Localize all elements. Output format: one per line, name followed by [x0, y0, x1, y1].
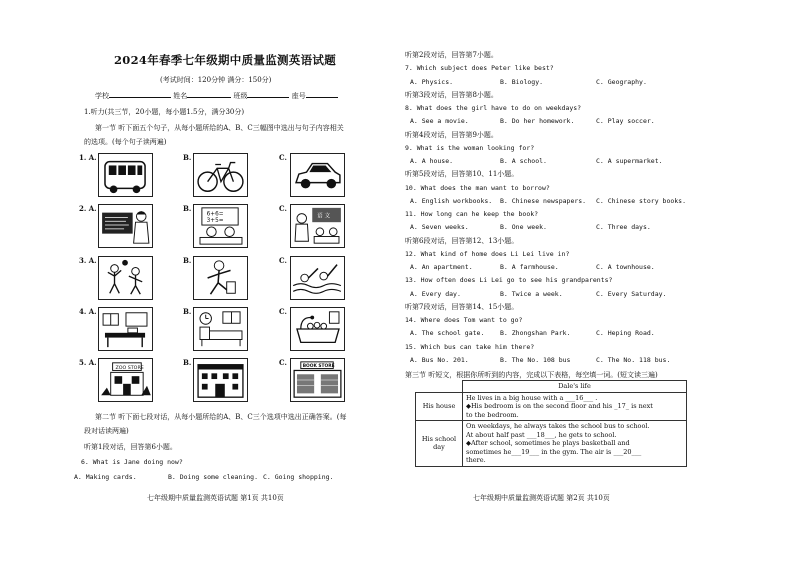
dialogue-note: 听第7段对话，回答第14、15小题。 — [405, 302, 519, 311]
board-text-1: 6+6= — [206, 211, 224, 218]
dialogue-note: 听第4段对话，回答第9小题。 — [405, 130, 498, 139]
col-label-b: B. — [183, 153, 192, 162]
row-label-1: 1. A. — [79, 153, 97, 162]
house-line-2: ◆His bedroom is on the second floor and his _17_ is next — [466, 402, 653, 410]
option-a[interactable]: A. An apartment. — [410, 263, 473, 271]
question-text: 7. Which subject does Peter like best? — [405, 64, 554, 73]
bicycle-image[interactable] — [193, 153, 248, 197]
q6-option-b[interactable]: B. Doing some cleaning. — [168, 473, 259, 481]
page-footer-1: 七年级期中质量监测英语试题 第1页 共10页 — [147, 494, 284, 502]
row-label-4: 4. A. — [79, 307, 97, 316]
row-label-3: 3. A. — [79, 256, 97, 265]
car-image[interactable] — [290, 153, 345, 197]
shop-sign-text: ZOO STORE — [115, 366, 144, 372]
option-b[interactable]: B. Zhongshan Park. — [500, 329, 571, 338]
chinese-class-image[interactable] — [290, 204, 345, 248]
chinese-board-text: 语 文 — [317, 213, 331, 220]
section2-instruction: 第二节 听下面七段对话，从每小题所给的A、B、C三个选项中选出正确答案。(每 — [95, 413, 347, 421]
teacher-blackboard-image[interactable] — [98, 204, 153, 248]
option-a[interactable]: A. English workbooks. — [410, 196, 493, 205]
exam-title: 2024年春季七年级期中质量监测英语试题 — [114, 53, 337, 67]
question-text: 10. What does the man want to borrow? — [405, 183, 550, 192]
option-c[interactable]: C. Every Saturday. — [596, 289, 667, 298]
option-a[interactable]: A. Seven weeks. — [410, 223, 469, 232]
field-school-label: 学校 — [95, 92, 109, 100]
dialogue-note: 听第6段对话，回答第12、13小题。 — [405, 236, 519, 245]
page-footer-2: 七年级期中质量监测英语试题 第2页 共10页 — [473, 494, 610, 502]
question-text: 11. How long can he keep the book? — [405, 210, 539, 218]
zoo-store-image[interactable] — [98, 358, 153, 402]
question-text: 12. What kind of home does Li Lei live in? — [405, 249, 570, 258]
row-content-school-day — [463, 421, 687, 467]
question-text: 13. How often does Li Lei go to see his grandparents? — [405, 276, 613, 285]
field-name-label: 姓名 — [173, 92, 188, 100]
option-b[interactable]: B. Do her homework. — [500, 117, 575, 126]
option-b[interactable]: B. A farmhouse. — [500, 263, 559, 271]
option-b[interactable]: B. A school. — [500, 157, 547, 165]
boy-running-image[interactable] — [193, 256, 248, 300]
col-label-c: C. — [279, 204, 287, 213]
col-label-b: B. — [183, 358, 192, 367]
house-line-1: He lives in a big house with a ___16___ . — [466, 393, 598, 402]
page-2 — [397, 0, 794, 561]
option-c[interactable]: C. The No. 118 bus. — [596, 355, 671, 364]
bookstore-image[interactable] — [290, 358, 345, 402]
option-c[interactable]: C. Chinese story books. — [596, 196, 687, 205]
board-text-2: 3+5= — [206, 218, 224, 225]
q6-option-c[interactable]: C. Going shopping. — [263, 473, 334, 481]
student-info-fields — [95, 92, 338, 101]
school-line-2: At about half past ___18___, he gets to school. — [466, 430, 617, 439]
school-line-1: On weekdays, he always takes the school bus to school. — [466, 422, 650, 430]
option-b[interactable]: B. The No. 108 bus — [500, 355, 571, 364]
dales-life-table — [415, 380, 687, 467]
math-class-image[interactable] — [193, 204, 248, 248]
row-head-school-day: His school day — [416, 421, 463, 467]
section1-instruction-2: 的选项。(每个句子读两遍) — [84, 138, 167, 146]
hotel-building-image[interactable] — [193, 358, 248, 402]
col-label-c: C. — [279, 307, 287, 316]
dialogue1-note: 听第1段对话，回答第6小题。 — [84, 443, 177, 451]
bus-image[interactable] — [98, 153, 153, 197]
question-6: 6. What is Jane doing now? — [81, 458, 183, 466]
col-label-c: C. — [279, 153, 287, 162]
option-c[interactable]: C. A supermarket. — [596, 157, 663, 165]
question-text: 8. What does the girl have to do on weekdays? — [405, 104, 582, 112]
question-text: 15. Which bus can take him there? — [405, 342, 535, 351]
section3-instruction: 第三节 听短文，根据你所听到的内容，完成以下表格，每空填一词。(短文读三遍) — [405, 371, 658, 379]
col-label-c: C. — [279, 256, 287, 265]
option-a[interactable]: A. See a movie. — [410, 117, 469, 126]
seat-blank[interactable] — [306, 97, 338, 98]
row-content-house — [463, 392, 687, 421]
option-c[interactable]: C. A townhouse. — [596, 263, 655, 271]
table-title: Dale's life — [463, 381, 687, 393]
option-c[interactable]: C. Geography. — [596, 77, 647, 86]
question-text: 14. Where does Tom want to go? — [405, 316, 523, 324]
school-blank[interactable] — [109, 97, 171, 98]
field-seat-label: 座号 — [291, 92, 306, 100]
option-a[interactable]: A. A house. — [410, 157, 454, 165]
dialogue-note: 听第2段对话，回答第7小题。 — [405, 51, 498, 59]
exam-info: (考试时间：120分钟 满分：150分) — [160, 76, 272, 84]
swimming-image[interactable] — [290, 256, 345, 300]
dialogue-note: 听第5段对话，回答第10、11小题。 — [405, 170, 519, 179]
bookstore-sign-text: BOOK STORE — [302, 364, 335, 370]
option-c[interactable]: C. Play soccer. — [596, 117, 655, 126]
listening-heading: 1.听力(共三节，20小题，每小题1.5分，满分30分) — [84, 108, 245, 116]
option-c[interactable]: C. Heping Road. — [596, 329, 655, 338]
dialogue-note: 听第3段对话，回答第8小题。 — [405, 90, 498, 99]
option-a[interactable]: A. Bus No. 201. — [410, 355, 469, 364]
option-a[interactable]: A. Every day. — [410, 289, 461, 298]
q6-option-a[interactable]: A. Making cards. — [74, 473, 137, 481]
kids-playing-image[interactable] — [98, 256, 153, 300]
option-b[interactable]: B. Twice a week. — [500, 289, 563, 298]
col-label-b: B. — [183, 307, 192, 316]
school-line-5: there. — [466, 456, 486, 464]
option-c[interactable]: C. Three days. — [596, 223, 651, 232]
field-class-label: 班级 — [233, 92, 248, 100]
study-room-image[interactable] — [98, 307, 153, 351]
option-a[interactable]: A. The school gate. — [410, 329, 485, 338]
option-a[interactable]: A. Physics. — [410, 77, 454, 86]
col-label-b: B. — [183, 256, 192, 265]
row-label-2: 2. A. — [79, 204, 97, 213]
option-b[interactable]: B. Biology. — [500, 77, 544, 86]
col-label-c: C. — [279, 358, 287, 367]
option-b[interactable]: B. Chinese newspapers. — [500, 196, 587, 205]
school-line-3: ◆After school, sometimes he plays basketball and — [466, 439, 630, 447]
class-blank[interactable] — [247, 97, 289, 98]
row-label-5: 5. A. — [79, 358, 97, 367]
col-label-b: B. — [183, 204, 192, 213]
house-line-3: to the bedroom. — [466, 410, 519, 419]
bathroom-image[interactable] — [290, 307, 345, 351]
name-blank[interactable] — [187, 97, 231, 98]
bedroom-image[interactable] — [193, 307, 248, 351]
row-head-house: His house — [416, 392, 463, 421]
option-b[interactable]: B. One week. — [500, 223, 547, 232]
school-line-4: sometimes he___19___ in the gym. The air is ___20___ — [466, 447, 642, 456]
section2-instruction-2: 段对话读两遍) — [84, 427, 129, 435]
section1-instruction: 第一节 听下面五个句子，从每小题所给的A、B、C三幅图中选出与句子内容相关 — [95, 124, 344, 132]
question-text: 9. What is the woman looking for? — [405, 143, 535, 152]
